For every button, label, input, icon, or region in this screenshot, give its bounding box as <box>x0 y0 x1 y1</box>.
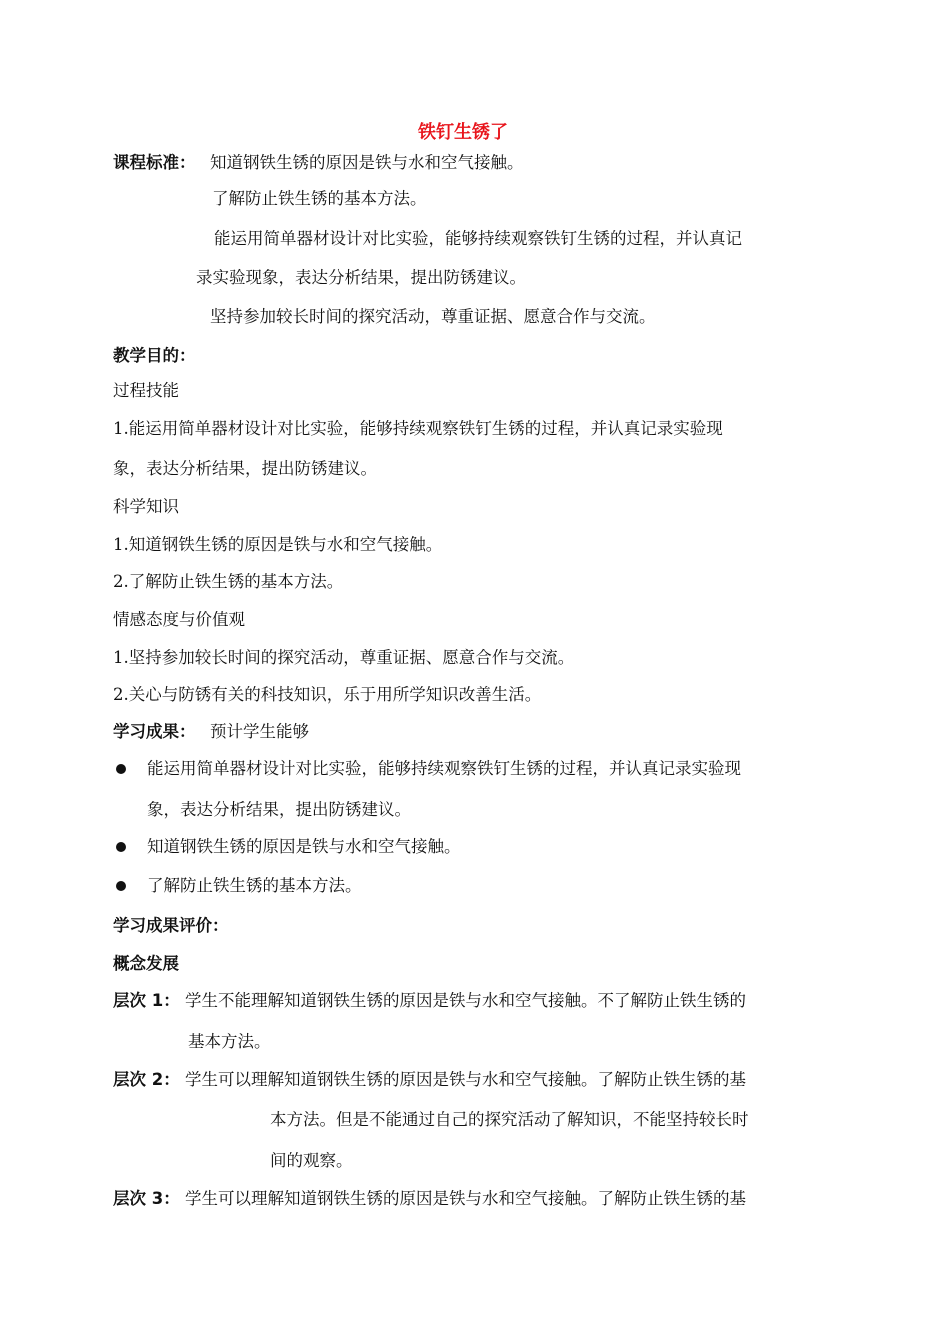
attitude-line: 1.坚持参加较长时间的探究活动，尊重证据、愿意合作与交流。 <box>113 648 575 667</box>
level-2-line: 本方法。但是不能通过自己的探究活动了解知识，不能坚持较长时 <box>270 1110 749 1129</box>
bullet-icon <box>116 842 126 852</box>
concept-development-heading: 概念发展 <box>113 954 179 973</box>
outcome-item: 象，表达分析结果，提出防锈建议。 <box>147 800 411 819</box>
process-line: 1.能运用简单器材设计对比实验，能够持续观察铁钉生锈的过程，并认真记录实验现 <box>113 419 723 438</box>
objectives-heading: 教学目的： <box>113 346 196 365</box>
outcome-item: 能运用简单器材设计对比实验，能够持续观察铁钉生锈的过程，并认真记录实验现 <box>147 759 741 778</box>
process-skills-heading: 过程技能 <box>113 381 179 400</box>
level-2-line: 间的观察。 <box>270 1151 353 1170</box>
level-3-line: 学生可以理解知道钢铁生锈的原因是铁与水和空气接触。了解防止铁生锈的基 <box>185 1189 746 1208</box>
outcome-item: 知道钢铁生锈的原因是铁与水和空气接触。 <box>147 837 461 856</box>
level-3-label: 层次 3： <box>113 1189 180 1208</box>
bullet-icon <box>116 881 126 891</box>
standard-line: 坚持参加较长时间的探究活动，尊重证据、愿意合作与交流。 <box>210 307 656 326</box>
standard-line: 录实验现象，表达分析结果，提出防锈建议。 <box>196 268 526 287</box>
attitude-heading: 情感态度与价值观 <box>113 610 245 629</box>
evaluation-heading: 学习成果评价： <box>113 916 229 935</box>
process-line: 象，表达分析结果，提出防锈建议。 <box>113 459 377 478</box>
level-2-label: 层次 2： <box>113 1070 180 1089</box>
standard-line: 知道钢铁生锈的原因是铁与水和空气接触。 <box>210 153 524 172</box>
standard-line: 能运用简单器材设计对比实验，能够持续观察铁钉生锈的过程，并认真记 <box>214 229 742 248</box>
standard-line: 了解防止铁生锈的基本方法。 <box>212 189 427 208</box>
outcomes-label: 学习成果： <box>113 722 196 741</box>
level-2-line: 学生可以理解知道钢铁生锈的原因是铁与水和空气接触。了解防止铁生锈的基 <box>185 1070 746 1089</box>
level-1-line: 学生不能理解知道钢铁生锈的原因是铁与水和空气接触。不了解防止铁生锈的 <box>185 991 746 1010</box>
outcome-item: 了解防止铁生锈的基本方法。 <box>147 876 362 895</box>
bullet-icon <box>116 764 126 774</box>
standard-label: 课程标准： <box>113 153 196 172</box>
level-1-label: 层次 1： <box>113 991 180 1010</box>
attitude-line: 2.关心与防锈有关的科技知识，乐于用所学知识改善生活。 <box>113 685 542 704</box>
science-line: 2.了解防止铁生锈的基本方法。 <box>113 572 344 591</box>
page-title: 铁钉生锈了 <box>418 122 508 143</box>
outcomes-intro: 预计学生能够 <box>210 722 309 741</box>
level-1-line: 基本方法。 <box>188 1032 271 1051</box>
science-knowledge-heading: 科学知识 <box>113 497 179 516</box>
science-line: 1.知道钢铁生锈的原因是铁与水和空气接触。 <box>113 535 443 554</box>
